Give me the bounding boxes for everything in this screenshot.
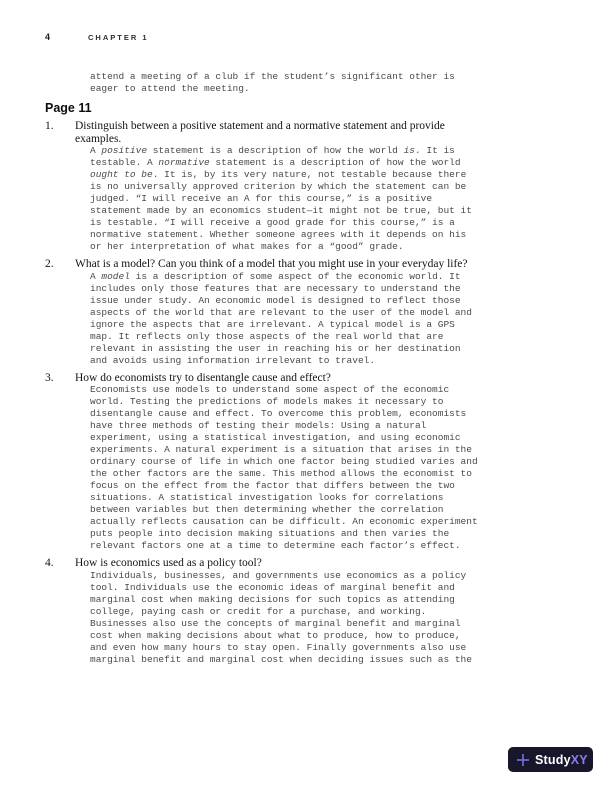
question-item-1 xyxy=(45,120,567,253)
question-text: How do economists try to disentangle cause and effect? xyxy=(75,371,331,384)
answer-text: Individuals, businesses, and governments use economics as a policy tool. Individuals use the economic ideas of marginal benefit and marginal cost when making decisions for such topics as attending college, paying cash or credit for a purchase, and working. Businesses also use the concepts of marginal benefit and marginal cost when making decisions about what to produce, how to produce, and even how many hours to stay open. Finally governments also use marginal benefit and marginal cost when deciding issues such as the xyxy=(90,569,472,665)
question-item-4 xyxy=(45,557,567,666)
chapter-label: CHAPTER 1 xyxy=(88,33,149,42)
page-number: 4 xyxy=(45,32,51,42)
studyxy-logo xyxy=(508,747,593,772)
section-heading: Page 11 xyxy=(45,101,92,115)
question-text: Distinguish between a positive statement and a normative statement and provide examples. xyxy=(75,120,445,145)
question-text: How is economics used as a policy tool? xyxy=(75,557,262,569)
brand-accent: XY xyxy=(570,752,588,767)
brand-primary: Study xyxy=(535,752,571,767)
answer-text: Economists use models to understand some aspect of the economic world. Testing the predictions of models makes it necessary to disentangle cause and effect. To overcome this problem, economists have three methods of testing their models: Using a natural experiment, using a statistical investigation, and using economic experiments. A natural experiment is a situation that arises in the ordinary course of life in which one factor being studied varies and the other factors are the same. This method allows the economist to focus on the effect from the factor that differs between the two situations. A statistical investigation looks for correlations between variables but then determining whether the correlation actually reflects causation can be difficult. An economic experiment puts people into decision making situations and then varies the relevant factors one at a time to determine each factor’s effect. xyxy=(90,384,478,551)
question-number: 1. xyxy=(45,120,54,132)
brand-name xyxy=(535,753,588,767)
page-content xyxy=(45,71,567,666)
intro-paragraph: attend a meeting of a club if the student’s significant other is eager to attend the meeting. xyxy=(90,71,455,94)
plus-icon xyxy=(516,753,530,767)
page-header xyxy=(45,32,567,42)
question-item-2 xyxy=(45,258,567,367)
question-number: 4. xyxy=(45,557,54,569)
question-item-3 xyxy=(45,372,567,553)
question-number: 2. xyxy=(45,258,54,270)
answer-text: A positive statement is a description of how the world is. It is testable. A normative statement is a description of how the world ought to be. It is, by its very nature, not testable because there is no universally approved criterion by which the statement can be judged. “I will receive an A for this course,” is a positive statement made by an economics student—it might not be true, but it is testable. “I will receive a good grade for this course,” is a normative statement. Whether someone agrees with it depends on his or her interpretation of what makes for a “good” grade. xyxy=(90,145,472,252)
question-number: 3. xyxy=(45,371,54,384)
answer-text: A model is a description of some aspect of the economic world. It includes only those features that are necessary to understand the issue under study. An economic model is designed to reflect those aspects of the world that are relevant to the user of the model and ignore the aspects that are irrelevant. A typical model is a GPS map. It reflects only those aspects of the real world that are relevant in assisting the user in reaching his or her destination and avoids using information irrelevant to travel. xyxy=(90,270,472,366)
question-text: What is a model? Can you think of a model that you might use in your everyday life? xyxy=(75,258,468,270)
